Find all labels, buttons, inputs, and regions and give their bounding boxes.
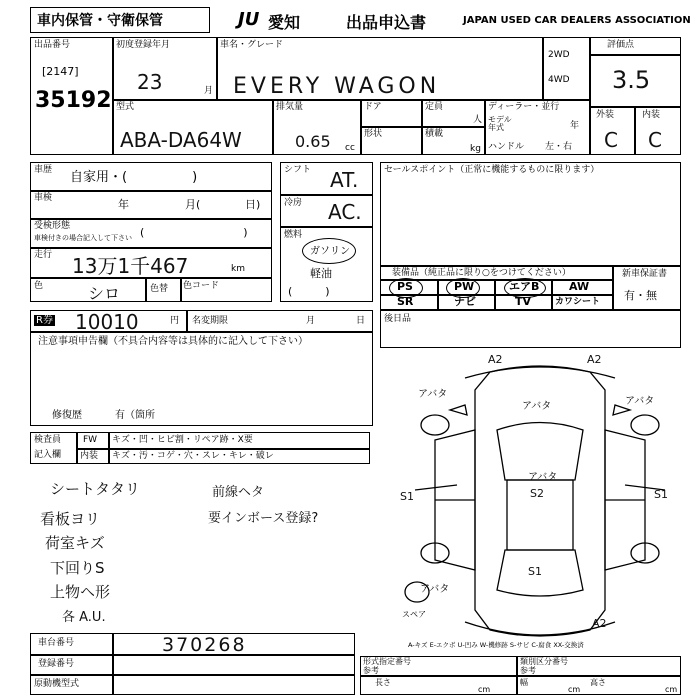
inspection-month: 月( (185, 198, 201, 211)
car-name-label: 車名・グレード (220, 40, 284, 50)
sales-point-block (380, 162, 681, 266)
load-label: 積載 (425, 129, 444, 139)
equipment-navi: ナビ (454, 295, 476, 308)
fuel-gas-circle (302, 238, 356, 264)
size-cat-label: 類別区分番号 (520, 657, 568, 666)
equipment-ps: PS (397, 280, 413, 293)
size-height-unit: cm (665, 685, 678, 694)
note-left-2: 看板ヨリ (40, 510, 101, 528)
displacement-label: 排気量 (276, 102, 304, 112)
fuel-diesel: 軽油 (310, 267, 332, 280)
storage-box (30, 7, 210, 33)
chassis-label: 車台番号 (38, 638, 75, 648)
registration-label: 初度登録年月 (116, 40, 171, 50)
note-left-5: 上物ヘ形 (50, 583, 111, 601)
equipment-sr: SR (397, 295, 414, 308)
registration-year: 23 (137, 70, 163, 94)
equipment-tv: TV (515, 295, 532, 308)
repair-value: 有（箇所 (115, 410, 155, 421)
inspection-year: 年 (118, 198, 129, 211)
shift-label: シフト (284, 165, 312, 175)
after-day-block (380, 310, 681, 348)
model-value: ABA-DA64W (120, 128, 242, 152)
equipment-airbag: エアB (509, 280, 540, 293)
size-length-unit: cm (478, 685, 491, 694)
recycle-unit: 円 (170, 316, 180, 326)
drive-2wd: 2WD (548, 50, 570, 60)
name-change-label: 名変期限 (192, 316, 229, 326)
exterior-grade: C (604, 128, 618, 152)
motor-type-label: 原動機型式 (34, 679, 80, 689)
diag-label-roof: アバタ (528, 472, 558, 483)
size-ref: 参考 (363, 666, 379, 675)
equipment-airbag-circle (504, 278, 546, 298)
org-english: JAPAN USED CAR DEALERS ASSOCIATION (463, 15, 691, 26)
car-name-value: EVERY WAGON (233, 74, 441, 99)
size-width-unit: cm (568, 685, 581, 694)
receive-label: 受検形態 (34, 221, 71, 231)
diag-label-a2-rear: A2 (592, 617, 607, 630)
inspector-label-1: 検査員 (34, 435, 62, 445)
diag-label-s1-left: S1 (400, 490, 414, 503)
mileage-value: 13万1千467 (72, 254, 189, 278)
wheel-front-left (421, 415, 449, 435)
receive-note: 車検付きの場合記入して下さい (34, 234, 132, 242)
handle-value: 左・右 (545, 142, 573, 152)
mileage-label: 走行 (34, 250, 53, 260)
size-length: 長さ (375, 678, 391, 687)
displacement-unit: cc (345, 143, 355, 153)
recycle-value: 10010 (75, 310, 139, 334)
capacity-label: 定員 (425, 102, 444, 112)
ac-value: AC. (328, 200, 362, 224)
equipment-pw: PW (454, 280, 475, 293)
model-label: 型式 (116, 102, 135, 112)
mileage-unit: km (231, 264, 245, 274)
size-height: 高さ (590, 678, 606, 687)
diag-label-hood: アバタ (522, 401, 552, 412)
lot-sub-number: [2147] (42, 65, 79, 78)
inspector-label-2: 記入欄 (34, 450, 62, 460)
diag-spare-label: スペア (402, 610, 426, 619)
diag-label-a2-front-right: A2 (587, 353, 602, 366)
registration-month-unit: 月 (204, 86, 214, 96)
name-change-month: 月 (306, 316, 316, 326)
shift-value: AT. (330, 168, 359, 192)
inspector-row2: キズ・汚・コゲ・穴・スレ・キレ・破レ (112, 451, 274, 461)
org-name: 愛知 (268, 13, 301, 32)
size-width: 幅 (520, 678, 528, 687)
diag-label-rear-left: アバタ (420, 584, 450, 595)
history-label: 車歴 (34, 165, 53, 175)
warranty-label: 新車保証書 (622, 269, 668, 279)
warranty-value: 有・無 (624, 289, 657, 302)
exterior-label: 外装 (596, 110, 615, 120)
diag-label-s2-roof: S2 (530, 487, 544, 500)
wheel-front-right (631, 415, 659, 435)
note-left-6: 各 A.U. (62, 610, 106, 625)
after-day-label: 後日品 (384, 314, 412, 324)
lot-number: 35192 (35, 88, 112, 113)
drive-4wd: 4WD (548, 75, 570, 85)
note-left-4: 下回りS (50, 559, 105, 577)
diag-label-right-front: アバタ (625, 396, 655, 407)
recycle-label: R券 (36, 315, 53, 326)
repair-label: 修復歴 (52, 410, 82, 421)
ju-logo: JU (238, 9, 260, 30)
capacity-unit: 人 (473, 115, 483, 125)
inspection-day: 日) (245, 198, 261, 211)
notice-label: 注意事項申告欄（不具合内容等は具体的に記入して下さい） (38, 336, 308, 347)
dealer-year-unit: 年 (570, 121, 580, 131)
score-value: 3.5 (612, 66, 651, 94)
note-left-3: 荷室キズ (45, 534, 105, 552)
inspector-row2-head: 内装 (80, 451, 99, 461)
interior-label: 内装 (642, 110, 661, 120)
model-year-label: モデル (488, 115, 512, 124)
ac-label: 冷房 (284, 198, 303, 208)
fuel-paren: ( ) (288, 285, 330, 298)
note-right-1: 前線ヘタ (212, 485, 265, 500)
lot-label: 出品番号 (34, 40, 71, 50)
form-title: 出品申込書 (346, 13, 427, 32)
dealer-year-label: 年式 (488, 123, 504, 132)
name-change-day: 日 (356, 316, 366, 326)
front-bumper (465, 367, 615, 378)
motor-label: 登録番号 (38, 659, 75, 669)
inspection-label: 車検 (34, 193, 53, 203)
fuel-label: 燃料 (284, 230, 303, 240)
equipment-aw: AW (569, 280, 590, 293)
history-value: 自家用・( ) (70, 170, 198, 185)
score-label: 評価点 (607, 40, 635, 50)
chassis-value: 370268 (162, 634, 247, 656)
door-label: ドア (364, 102, 382, 112)
equipment-pw-circle (446, 278, 480, 298)
diag-label-s1-right: S1 (654, 488, 668, 501)
equipment-ps-circle (389, 278, 423, 298)
diag-label-left-front: アバタ (418, 389, 448, 400)
displacement-value: 0.65 (295, 132, 331, 151)
equipment-leather-seat: カワシート (555, 297, 601, 307)
load-unit: kg (470, 144, 481, 154)
handle-label: ハンドル (488, 142, 525, 152)
inspector-row1: キズ・凹・ヒビ割・リペア跡・X要 (112, 435, 253, 445)
diag-legend: A-キズ E-エクボ U-凹み W-機修跡 S-サビ C-腐食 XX-交換済 (408, 641, 584, 649)
note-left-1: シートタタリ (50, 480, 141, 498)
color-value: シロ (88, 284, 121, 303)
equipment-label: 装備品（純正品に限り○をつけてください） (392, 268, 571, 278)
size-cat-ref: 参考 (520, 666, 536, 675)
receive-paren: ( ) (140, 226, 248, 239)
sales-point-label: セールスポイント（正常に機能するものに限ります） (384, 165, 600, 175)
dealer-label: ディーラー・並行 (488, 102, 560, 112)
fuel-gas: ガソリン (310, 246, 350, 257)
color-change-label: 色替 (150, 284, 169, 294)
diag-label-a2-front-left: A2 (488, 353, 503, 366)
inspector-row1-head: FW (83, 435, 98, 445)
interior-grade: C (648, 128, 662, 152)
color-label: 色 (34, 281, 44, 291)
size-label: 形式指定番号 (363, 657, 411, 666)
shape-label: 形状 (364, 129, 383, 139)
color-code-label: 色コード (183, 281, 220, 291)
note-right-2: 要インボース登録? (208, 511, 319, 526)
diag-label-s1-rear: S1 (528, 565, 542, 578)
storage-title: 車内保管・守衛保管 (37, 13, 163, 29)
